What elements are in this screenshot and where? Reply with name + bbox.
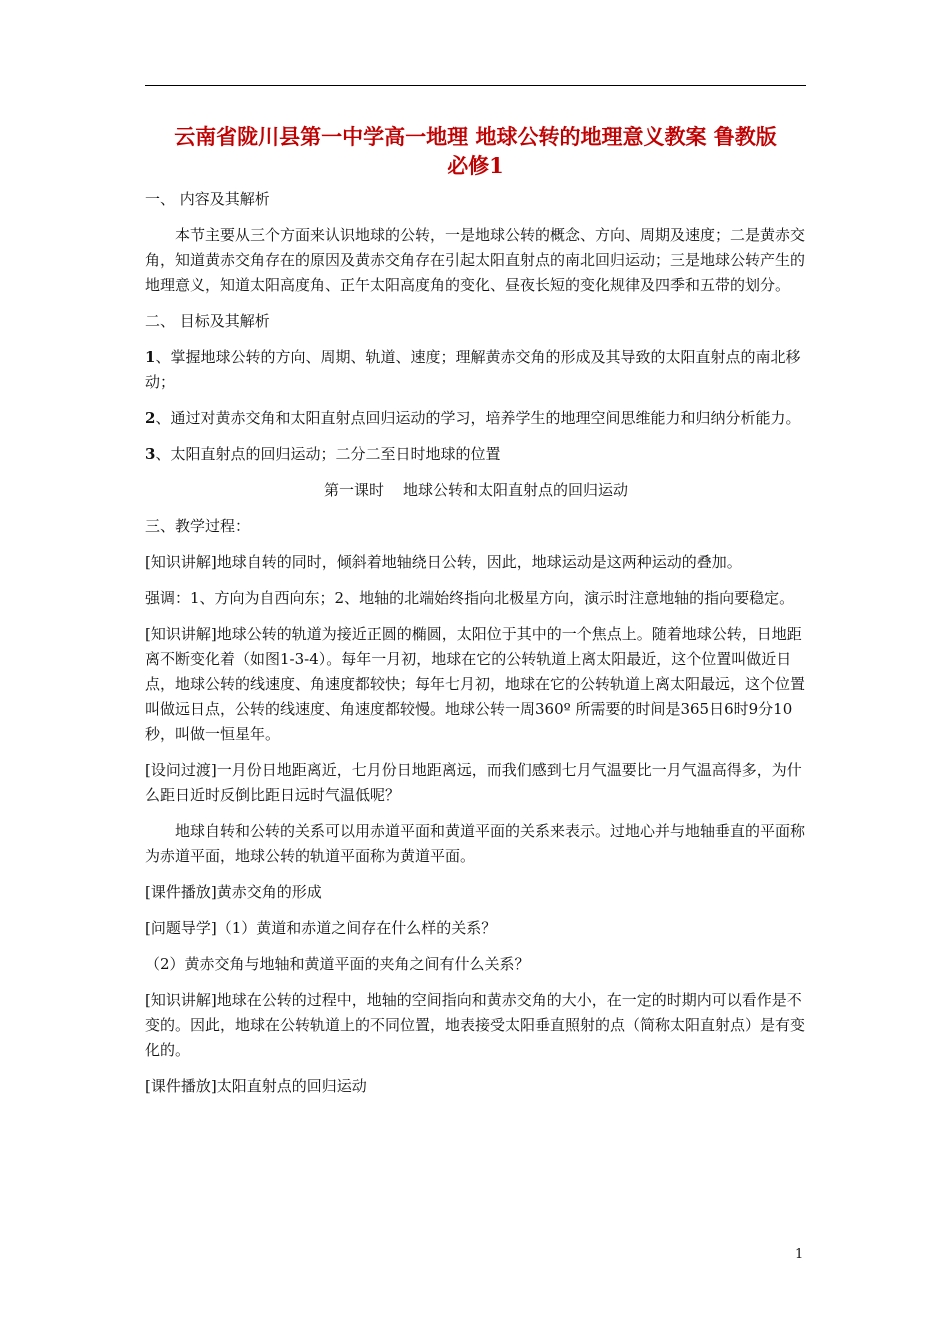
goal-number: 3 [145, 445, 156, 463]
header-rule [145, 85, 806, 86]
paragraph: [课件播放]黄赤交角的形成 [145, 883, 322, 901]
paragraph: 强调：1、方向为自西向东；2、地轴的北端始终指向北极星方向，演示时注意地轴的指向要稳定。 [145, 589, 795, 607]
goal-number: 1 [145, 348, 156, 366]
section-heading-goals: 二、 目标及其解析 [145, 312, 270, 330]
goal-text: 、掌握地球公转的方向、周期、轨道、速度；理解黄赤交角的形成及其导致的太阳直射点的南北移动； [145, 348, 801, 391]
section-heading-process: 三、教学过程： [145, 517, 251, 535]
goal-text: 、通过对黄赤交角和太阳直射点回归运动的学习，培养学生的地理空间思维能力和归纳分析能力。 [155, 409, 801, 427]
document-body [145, 187, 807, 1110]
goal-text: 、太阳直射点的回归运动；二分二至日时地球的位置 [155, 445, 501, 463]
paragraph: （2）黄赤交角与地轴和黄道平面的夹角之间有什么关系？ [145, 955, 530, 973]
section-heading-content: 一、 内容及其解析 [145, 190, 270, 208]
title-line-1: 云南省陇川县第一中学高一地理 地球公转的地理意义教案 鲁教版 [174, 124, 777, 149]
goal-item-2 [145, 406, 807, 431]
paragraph: [问题导学]（1）黄道和赤道之间存在什么样的关系？ [145, 919, 497, 937]
title-line-2: 必修1 [447, 153, 504, 178]
document-title [145, 122, 806, 180]
paragraph: [课件播放]太阳直射点的回归运动 [145, 1077, 367, 1095]
paragraph-content-analysis: 本节主要从三个方面来认识地球的公转，一是地球公转的概念、方向、周期及速度；二是黄赤交角，知道黄赤交角存在的原因及黄赤交角存在引起太阳直射点的南北回归运动；三是地球公转产生的地理意义，知道太阳高度角、正午太阳高度角的变化、昼夜长短的变化规律及四季和五带的划分。 [145, 226, 806, 294]
paragraph: [知识讲解]地球在公转的过程中，地轴的空间指向和黄赤交角的大小，在一定的时期内可以看作是不变的。因此，地球在公转轨道上的不同位置，地表接受太阳垂直照射的点（简称太阳直射点）是有变化的。 [145, 991, 806, 1059]
goal-item-3 [145, 442, 807, 467]
paragraph: [设问过渡]一月份日地距离近，七月份日地距离远，而我们感到七月气温要比一月气温高得多，为什么距日近时反倒比距日远时气温低呢？ [145, 761, 802, 804]
paragraph: 地球自转和公转的关系可以用赤道平面和黄道平面的关系来表示。过地心并与地轴垂直的平面称为赤道平面，地球公转的轨道平面称为黄道平面。 [145, 822, 806, 865]
paragraph: [知识讲解]地球公转的轨道为接近正圆的椭圆，太阳位于其中的一个焦点上。随着地球公转，日地距离不断变化着（如图1-3-4）。每年一月初，地球在它的公转轨道上离太阳最近，这个位置叫做近日点，地球公转的线速度、角速度都较快；每年七月初，地球在它的公转轨道上离太阳最远，这个位置叫做远日点，公转的线速度、角速度都较慢。地球公转一周360º 所需要的时间是365日6时9分10秒，叫做一恒星年。 [145, 625, 806, 743]
page-number: 1 [795, 1247, 804, 1262]
paragraph: [知识讲解]地球自转的同时，倾斜着地轴绕日公转，因此，地球运动是这两种运动的叠加。 [145, 553, 742, 571]
goal-number: 2 [145, 409, 156, 427]
lesson-title: 第一课时 地球公转和太阳直射点的回归运动 [323, 481, 629, 499]
goal-item-1 [145, 345, 807, 395]
